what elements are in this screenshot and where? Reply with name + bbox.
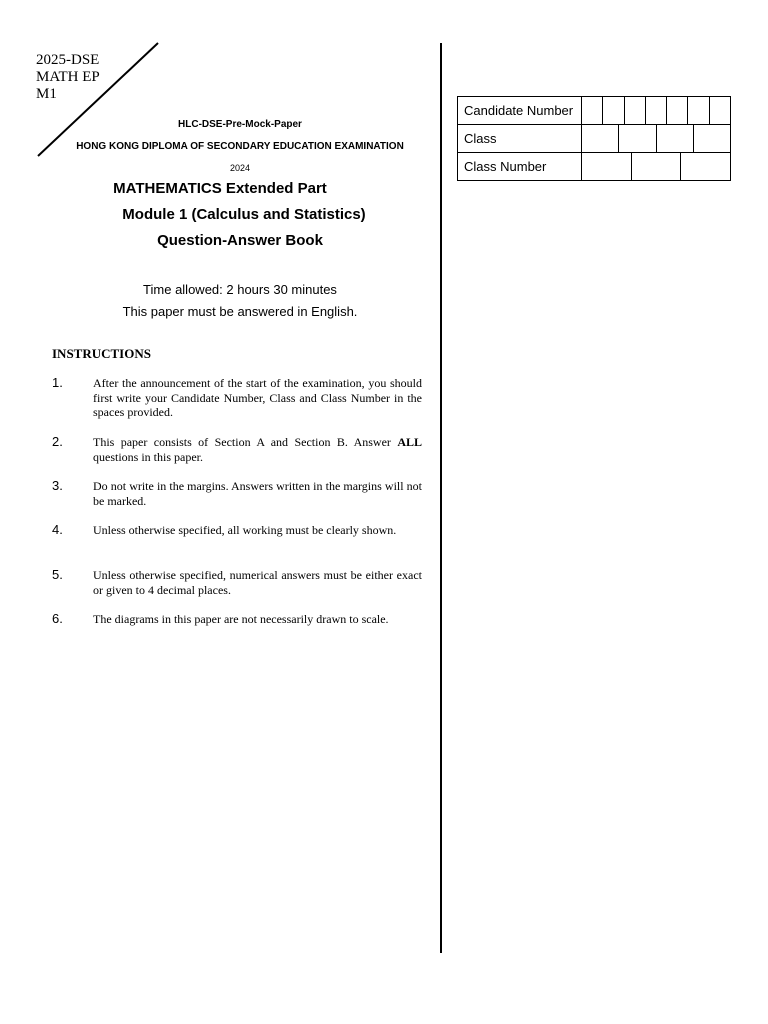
- entry-box[interactable]: [666, 97, 687, 124]
- class-number-row: [458, 153, 731, 181]
- class-row: [458, 125, 731, 153]
- entry-box[interactable]: [582, 153, 631, 180]
- class-label: Class: [458, 125, 582, 153]
- corner-code-line: M1: [36, 86, 57, 102]
- corner-code-line: 2025-DSE: [36, 52, 100, 68]
- candidate-info-table: [457, 96, 731, 181]
- instruction-number: 1.: [52, 375, 63, 390]
- class-number-boxes[interactable]: [582, 153, 731, 181]
- class-boxes[interactable]: [582, 125, 731, 153]
- paper-name: HLC-DSE-Pre-Mock-Paper: [178, 119, 302, 130]
- instruction-text: This paper consists of Section A and Section B. Answer ALL questions in this paper.: [93, 435, 422, 464]
- language-note: This paper must be answered in English.: [122, 304, 358, 319]
- instructions-heading: INSTRUCTIONS: [52, 346, 151, 361]
- entry-box[interactable]: [582, 97, 602, 124]
- entry-box[interactable]: [656, 125, 693, 152]
- entry-box[interactable]: [687, 97, 708, 124]
- entry-box[interactable]: [602, 97, 623, 124]
- entry-box[interactable]: [618, 125, 655, 152]
- entry-box[interactable]: [582, 125, 618, 152]
- time-allowed: Time allowed: 2 hours 30 minutes: [143, 282, 337, 297]
- instruction-number: 6.: [52, 611, 63, 626]
- module-title: Module 1 (Calculus and Statistics): [122, 206, 366, 223]
- instruction-number: 4.: [52, 522, 63, 537]
- entry-box[interactable]: [709, 97, 730, 124]
- book-title: Question-Answer Book: [157, 232, 323, 249]
- entry-box[interactable]: [624, 97, 645, 124]
- instruction-text: After the announcement of the start of the examination, you should first write your Candidate Number, Class and Class Number in the spaces provided.: [93, 376, 422, 419]
- instruction-number: 5.: [52, 567, 63, 582]
- corner-code-line: MATH EP: [36, 69, 100, 85]
- candidate-number-boxes[interactable]: [582, 97, 731, 125]
- instruction-text: Unless otherwise specified, all working must be clearly shown.: [93, 523, 397, 537]
- exam-year: 2024: [229, 163, 251, 173]
- subject-title: MATHEMATICS Extended Part: [113, 180, 327, 197]
- instruction-text: Do not write in the margins. Answers written in the margins will not be marked.: [93, 479, 422, 508]
- entry-box[interactable]: [693, 125, 730, 152]
- instruction-text: The diagrams in this paper are not necessarily drawn to scale.: [93, 612, 389, 626]
- page-divider: [440, 43, 442, 953]
- entry-box[interactable]: [631, 153, 681, 180]
- class-number-label: Class Number: [458, 153, 582, 181]
- entry-box[interactable]: [645, 97, 666, 124]
- entry-box[interactable]: [680, 153, 730, 180]
- candidate-number-row: [458, 97, 731, 125]
- exam-name: HONG KONG DIPLOMA OF SECONDARY EDUCATION EXAMINATION: [76, 141, 404, 152]
- candidate-number-label: Candidate Number: [458, 97, 582, 125]
- instruction-number: 2.: [52, 434, 63, 449]
- instruction-number: 3.: [52, 478, 63, 493]
- instruction-text: Unless otherwise specified, numerical answers must be either exact or given to 4 decimal places.: [93, 568, 422, 597]
